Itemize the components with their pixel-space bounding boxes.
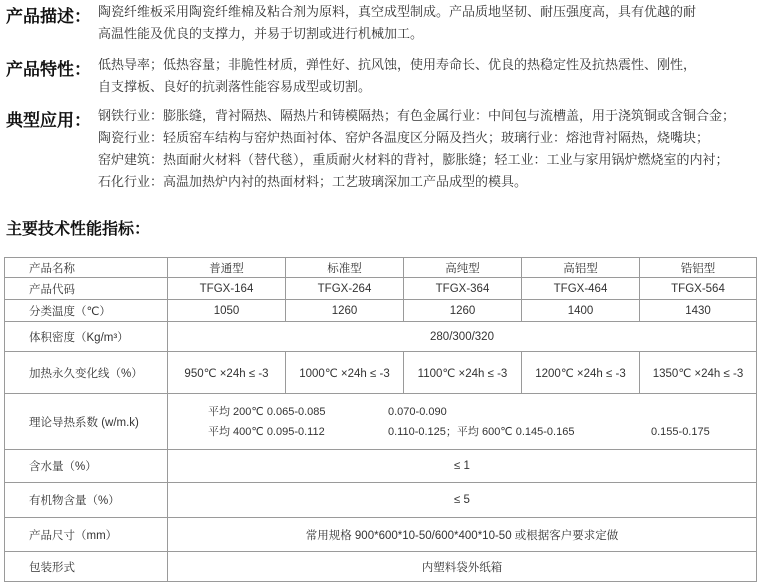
table-row-shrinkage [5,352,757,394]
table-row-size [5,518,757,552]
table-cell: TFGX-464 [522,278,640,300]
table-cell: TFGX-564 [640,278,757,300]
table-cell: ≤ 5 [168,483,757,518]
conductivity-value: 平均 200℃ 0.065-0.085 [208,405,326,418]
row-label: 产品代码 [5,278,168,300]
table-cell: 标准型 [286,258,404,278]
spec-title: 主要技术性能指标： [6,219,151,238]
row-label: 产品名称 [5,258,168,278]
row-label: 体积密度（Kg/m³） [5,322,168,352]
table-cell: 1100℃ ×24h ≤ -3 [404,352,522,394]
table-cell: 高纯型 [404,258,522,278]
table-cell: 1260 [404,300,522,322]
conductivity-value: 0.155-0.175 [651,425,710,438]
spec-table [4,257,757,582]
table-row-conductivity [5,394,757,450]
table-row-name [5,258,757,278]
product-features [6,55,756,99]
table-cell: 1350℃ ×24h ≤ -3 [640,352,757,394]
table-cell: 280/300/320 [168,322,757,352]
table-cell: 1200℃ ×24h ≤ -3 [522,352,640,394]
row-label: 加热永久变化线（%） [5,352,168,394]
table-row-water [5,450,757,483]
table-cell: 1000℃ ×24h ≤ -3 [286,352,404,394]
table-cell: 1050 [168,300,286,322]
typical-applications [6,106,756,194]
row-label: 产品尺寸（mm） [5,518,168,552]
table-cell: 内塑料袋外纸箱 [168,552,757,582]
row-label: 理论导热系数 (w/m.k) [5,394,168,450]
conductivity-value: 0.110-0.125；平均 600℃ 0.145-0.165 [388,425,575,438]
row-label: 包装形式 [5,552,168,582]
conductivity-cell [168,394,757,450]
table-cell: TFGX-364 [404,278,522,300]
description-title: 产品描述： [6,7,91,27]
conductivity-value: 0.070-0.090 [388,405,447,418]
table-cell: 1430 [640,300,757,322]
row-label: 分类温度（℃） [5,300,168,322]
table-cell: 1260 [286,300,404,322]
table-row-packing [5,552,757,582]
table-cell: 常用规格 900*600*10-50/600*400*10-50 或根据客户要求定做 [168,518,757,552]
table-row-code [5,278,757,300]
table-cell: 950℃ ×24h ≤ -3 [168,352,286,394]
table-row-organic [5,483,757,518]
table-cell: 普通型 [168,258,286,278]
description-line: 陶瓷纤维板采用陶瓷纤维棉及粘合剂为原料，真空成型制成。产品质地坚韧、耐压强度高，具有优越的耐 [98,5,697,20]
applications-line: 石化行业：高温加热炉内衬的热面材料；工艺玻璃深加工产品成型的模具。 [98,175,528,190]
table-cell: TFGX-164 [168,278,286,300]
table-row-density [5,322,757,352]
applications-line: 陶瓷行业：轻质窑车结构与窑炉热面衬体、窑炉各温度区分隔及挡火；玻璃行业：熔池背衬隔热，烧嘴块； [98,131,710,146]
table-cell: 1400 [522,300,640,322]
features-text [98,55,756,99]
table-cell: 锆铝型 [640,258,757,278]
applications-text [98,106,756,194]
row-label: 有机物含量（%） [5,483,168,518]
applications-title: 典型应用： [6,111,91,131]
conductivity-value: 平均 400℃ 0.095-0.112 [208,425,325,438]
table-cell: TFGX-264 [286,278,404,300]
features-line: 自支撑板、良好的抗剥落性能容易成型或切割。 [98,80,372,95]
applications-line: 钢铁行业：膨胀缝，背衬隔热、隔热片和铸模隔热；有色金属行业：中间包与流槽盖，用于浇筑铜或含铜合金； [98,109,736,124]
product-description [6,2,756,46]
features-line: 低热导率；低热容量；非脆性材质，弹性好、抗风蚀，使用寿命长、优良的热稳定性及抗热震性、刚性， [98,58,697,73]
description-text [98,2,756,46]
description-line: 高温性能及优良的支撑力，并易于切割或进行机械加工。 [98,27,424,42]
features-title: 产品特性： [6,60,91,80]
row-label: 含水量（%） [5,450,168,483]
table-cell: ≤ 1 [168,450,757,483]
applications-line: 窑炉建筑：热面耐火材料（替代毯），重质耐火材料的背衬，膨胀缝；轻工业：工业与家用锅炉燃烧室的内衬； [98,153,729,168]
table-row-temperature [5,300,757,322]
table-cell: 高铝型 [522,258,640,278]
